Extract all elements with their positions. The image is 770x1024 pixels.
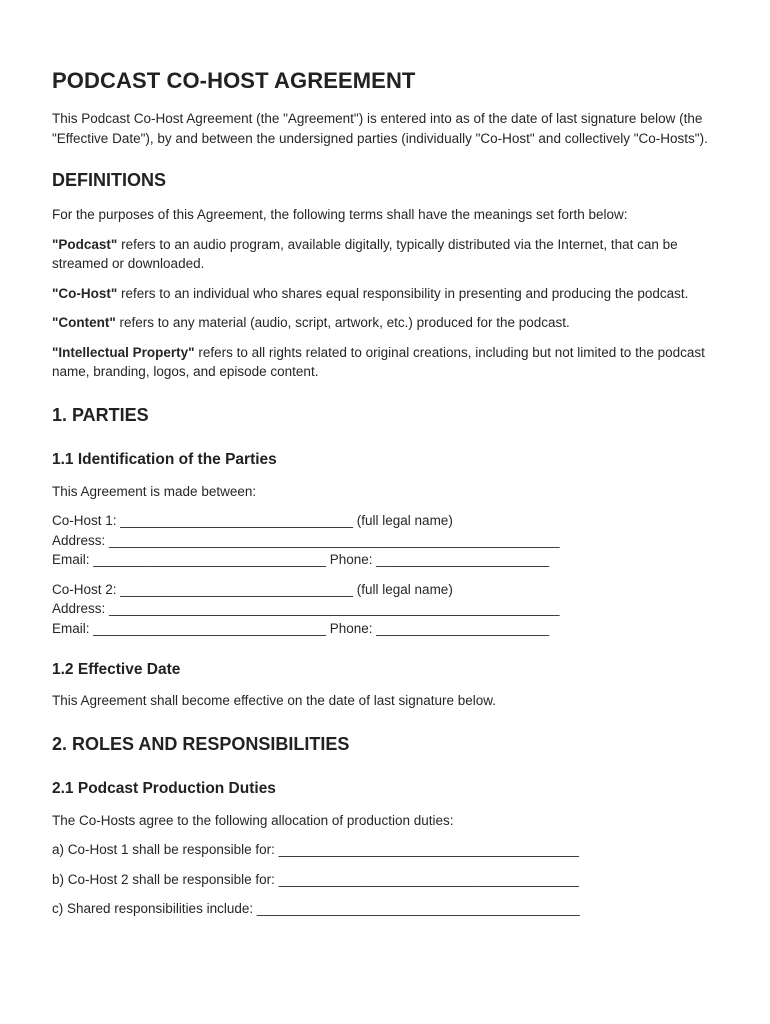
intro-paragraph: This Podcast Co-Host Agreement (the "Agreement") is entered into as of the date of last signature below (the "Effective Date"), by and between the undersigned parties (individually "Co-Host" and collectively "Co-Hosts"). (52, 111, 708, 146)
duty-shared-field[interactable]: c) Shared responsibilities include: ___________________________________________ (52, 901, 580, 916)
definition-text: refers to an individual who shares equal responsibility in presenting and producing the podcast. (117, 285, 689, 301)
duty-cohost2-field[interactable]: b) Co-Host 2 shall be responsible for: ________________________________________ (52, 871, 579, 887)
cohost1-address-field[interactable]: Address: ____________________________________________________________ (52, 532, 560, 548)
duty-cohost1-field[interactable]: a) Co-Host 1 shall be responsible for: ________________________________________ (52, 842, 579, 857)
parties-lead: This Agreement is made between: (52, 483, 257, 499)
definition-term: "Co-Host" (52, 285, 118, 301)
definition-text: refers to any material (audio, script, artwork, etc.) produced for the podcast. (115, 315, 570, 330)
definition-text: refers to all rights related to original creations, including but not limited to the podcast name, branding, logos, and episode content. (52, 344, 705, 379)
cohost1-contact-field[interactable]: Email: _______________________________ Phone: _______________________ (52, 552, 549, 567)
definition-intellectual-property (52, 343, 732, 382)
definition-text: refers to an audio program, available digitally, typically distributed via the Internet, that can be streamed or downloaded. (52, 236, 678, 271)
agreement-page (52, 68, 732, 919)
definition-podcast (52, 235, 732, 274)
definitions-lead: For the purposes of this Agreement, the following terms shall have the meanings set forth below: (52, 207, 628, 222)
definition-cohost (52, 284, 732, 304)
document-title: PODCAST CO-HOST AGREEMENT (52, 68, 416, 93)
cohost2-address-field[interactable]: Address: ____________________________________________________________ (52, 601, 560, 616)
definition-term: "Content" (52, 315, 116, 330)
effective-date-text: This Agreement shall become effective on the date of last signature below. (52, 693, 497, 708)
cohost1-name-field[interactable]: Co-Host 1: _______________________________ (full legal name) (52, 513, 453, 528)
production-duties-lead: The Co-Hosts agree to the following allocation of production duties: (52, 812, 454, 828)
cohost2-name-field[interactable]: Co-Host 2: _______________________________ (full legal name) (52, 581, 453, 597)
definition-term: "Intellectual Property" (52, 344, 195, 360)
cohost2-block (52, 580, 732, 639)
effective-date-heading: 1.2 Effective Date (52, 661, 181, 678)
definition-content (52, 313, 732, 333)
roles-heading: 2. ROLES AND RESPONSIBILITIES (52, 733, 350, 754)
definitions-heading: DEFINITIONS (52, 170, 167, 190)
cohost2-contact-field[interactable]: Email: _______________________________ Phone: _______________________ (52, 620, 549, 636)
production-duties-heading: 2.1 Podcast Production Duties (52, 779, 276, 797)
definition-term: "Podcast" (52, 236, 118, 252)
parties-heading: 1. PARTIES (52, 404, 149, 425)
cohost1-block (52, 511, 732, 570)
identification-heading: 1.1 Identification of the Parties (52, 450, 277, 468)
